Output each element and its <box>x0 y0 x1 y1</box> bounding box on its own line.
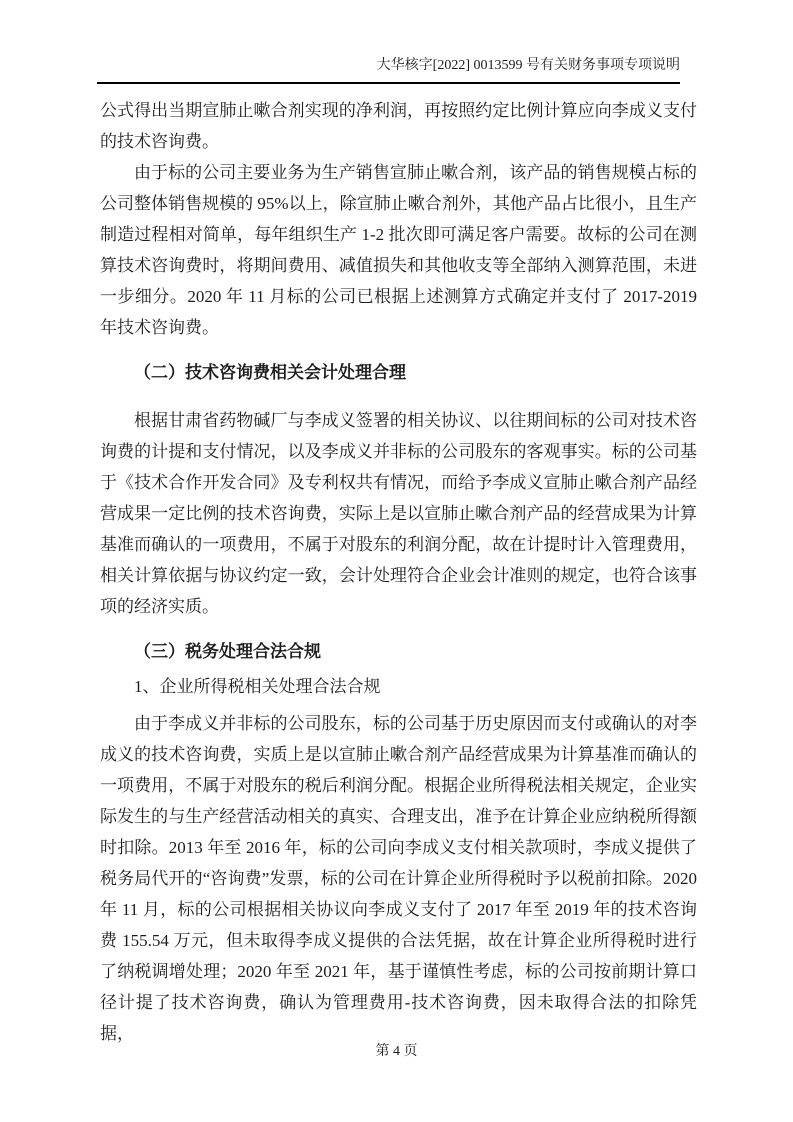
page-header <box>97 56 680 84</box>
section-heading-accounting-treatment: （二）技术咨询费相关会计处理合理 <box>134 363 406 382</box>
paragraph-continued-formula: 公式得出当期宣肺止嗽合剂实现的净利润，再按照约定比例计算应向李成义支付的技术咨询费。 <box>100 101 697 151</box>
section-heading-tax-compliance: （三）税务处理合法合规 <box>134 642 321 661</box>
paragraph-measurement-scope: 由于标的公司主要业务为生产销售宣肺止嗽合剂，该产品的销售规模占标的公司整体销售规模的 95%以上，除宣肺止嗽合剂外，其他产品占比很小，且生产制造过程相对简单，每年组织生产 1-2 批次即可满足客户需要。故标的公司在测算技术咨询费时，将期间费用、减值损失和其他收支等全部纳入测算范围，未进一步细分。2020 年 11 月标的公司已根据上述测算方式确定并支付了 2017-2019 年技术咨询费。 <box>100 163 697 337</box>
paragraph-accounting-treatment: 根据甘肃省药物碱厂与李成义签署的相关协议、以往期间标的公司对技术咨询费的计提和支付情况，以及李成义并非标的公司股东的客观事实。标的公司基于《技术合作开发合同》及专利权共有情况，而给予李成义宣肺止嗽合剂产品经营成果一定比例的技术咨询费，实际上是以宣肺止嗽合剂产品的经营成果为计算基准而确认的一项费用，不属于对股东的利润分配，故在计提时计入管理费用，相关计算依据与协议约定一致，会计处理符合企业会计准则的规定，也符合该事项的经济实质。 <box>100 411 697 616</box>
subitem-income-tax-title: 1、企业所得税相关处理合法合规 <box>134 677 381 696</box>
paragraph-income-tax-treatment: 由于李成义并非标的公司股东，标的公司基于历史原因而支付或确认的对李成义的技术咨询费，实质上是以宣肺止嗽合剂产品经营成果为计算基准而确认的一项费用，不属于对股东的税后利润分配。根据企业所得税法相关规定，企业实际发生的与生产经营活动相关的真实、合理支出，准予在计算企业应纳税所得额时扣除。2013 年至 2016 年，标的公司向李成义支付相关款项时，李成义提供了税务局代开的“咨询费”发票，标的公司在计算企业所得税时予以税前扣除。2020 年 11 月，标的公司根据相关协议向李成义支付了 2017 年至 2019 年的技术咨询费 155.54 万元，但未取得李成义提供的合法凭据，故在计算企业所得税时进行了纳税调增处理；2020 年至 2021 年，基于谨慎性考虑，标的公司按前期计算口径计提了技术咨询费，确认为管理费用-技术咨询费，因未取得合法的扣除凭据， <box>100 714 697 1043</box>
document-reference: 大华核字[2022] 0013599 号有关财务事项专项说明 <box>376 58 680 73</box>
page-number: 第 4 页 <box>375 1044 418 1059</box>
document-body <box>100 95 697 1049</box>
page-footer <box>0 1042 793 1062</box>
